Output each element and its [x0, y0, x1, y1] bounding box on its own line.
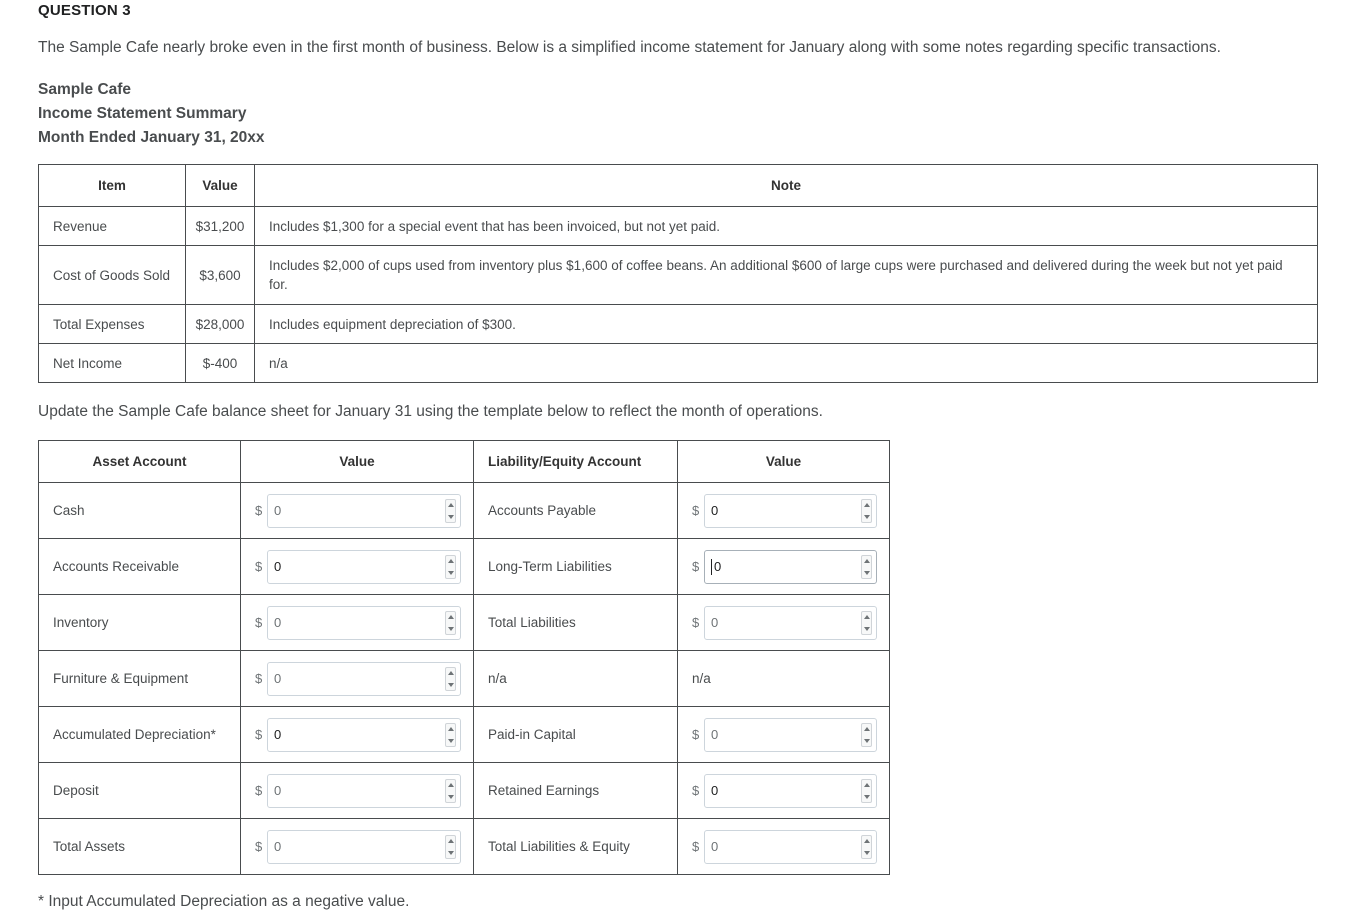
number-spinner[interactable] — [861, 555, 872, 579]
income-value: $31,200 — [186, 207, 255, 246]
dollar-sign: $ — [692, 615, 700, 630]
dollar-sign: $ — [255, 783, 263, 798]
asset-value-cell — [241, 819, 474, 875]
balance-row — [39, 595, 890, 651]
input-value: 0 — [711, 727, 719, 742]
balance-sheet-table — [38, 440, 890, 875]
dollar-sign: $ — [692, 783, 700, 798]
income-note: Includes $2,000 of cups used from inventory plus $1,600 of coffee beans. An additional $600 of large cups were purchased and delivered during the week but not yet paid for. — [255, 246, 1318, 305]
dollar-sign: $ — [692, 503, 700, 518]
furniture-equipment-field — [255, 661, 461, 697]
income-row-expenses — [39, 305, 1318, 344]
accounts-receivable-input[interactable] — [267, 550, 461, 584]
asset-value-cell — [241, 539, 474, 595]
header-item: Item — [39, 165, 186, 207]
spin-up-icon[interactable] — [864, 615, 870, 619]
liability-account-label: Total Liabilities & Equity — [474, 819, 678, 875]
deposit-field — [255, 773, 461, 809]
dollar-sign: $ — [255, 615, 263, 630]
company-name: Sample Cafe — [38, 81, 132, 98]
retained-earnings-field — [692, 773, 877, 809]
income-value: $-400 — [186, 344, 255, 383]
statement-period: Month Ended January 31, 20xx — [38, 129, 265, 146]
accounts-receivable-field — [255, 549, 461, 585]
input-value: 0 — [274, 839, 282, 854]
header-note: Note — [255, 165, 1318, 207]
spin-up-icon[interactable] — [864, 839, 870, 843]
input-value: 0 — [711, 783, 719, 798]
long-term-liabilities-field — [692, 549, 877, 585]
na-value: n/a — [692, 671, 711, 686]
number-spinner[interactable] — [861, 835, 872, 859]
input-value: 0 — [274, 559, 282, 574]
balance-row — [39, 539, 890, 595]
spin-up-icon[interactable] — [864, 503, 870, 507]
liability-value-cell — [678, 819, 890, 875]
deposit-input[interactable] — [267, 774, 461, 808]
paid-in-capital-field — [692, 717, 877, 753]
income-note: Includes equipment depreciation of $300. — [255, 305, 1318, 344]
dollar-sign: $ — [692, 727, 700, 742]
spin-down-icon[interactable] — [448, 627, 454, 631]
asset-value-cell — [241, 595, 474, 651]
income-statement-table — [38, 164, 1318, 383]
income-header-row — [39, 165, 1318, 207]
furniture-equipment-input[interactable] — [267, 662, 461, 696]
balance-row — [39, 707, 890, 763]
balance-row — [39, 763, 890, 819]
input-value: 0 — [711, 615, 719, 630]
retained-earnings-input[interactable] — [704, 774, 877, 808]
input-value: 0 — [274, 503, 282, 518]
spin-down-icon[interactable] — [448, 795, 454, 799]
header-liability-value: Value — [678, 441, 890, 483]
long-term-liabilities-input[interactable] — [704, 550, 877, 584]
liability-account-label: Total Liabilities — [474, 595, 678, 651]
balance-header-row — [39, 441, 890, 483]
accounts-payable-input[interactable] — [704, 494, 877, 528]
input-value: 0 — [711, 839, 719, 854]
spin-down-icon[interactable] — [864, 795, 870, 799]
number-spinner[interactable] — [861, 723, 872, 747]
income-value: $28,000 — [186, 305, 255, 344]
liability-value-cell — [678, 483, 890, 539]
income-row-net-income — [39, 344, 1318, 383]
number-spinner[interactable] — [861, 611, 872, 635]
dollar-sign: $ — [692, 559, 700, 574]
liability-value-cell — [678, 651, 890, 707]
income-row-revenue — [39, 207, 1318, 246]
header-asset-value: Value — [241, 441, 474, 483]
number-spinner[interactable] — [861, 499, 872, 523]
dollar-sign: $ — [255, 503, 263, 518]
number-spinner[interactable] — [445, 555, 456, 579]
total-liabilities-equity-field — [692, 829, 877, 865]
total-liabilities-field — [692, 605, 877, 641]
total-assets-input[interactable] — [267, 830, 461, 864]
liability-account-label: Paid-in Capital — [474, 707, 678, 763]
number-spinner[interactable] — [445, 499, 456, 523]
accumulated-depreciation-field — [255, 717, 461, 753]
paid-in-capital-input[interactable] — [704, 718, 877, 752]
input-value: 0 — [274, 615, 282, 630]
income-item: Revenue — [39, 207, 186, 246]
income-value: $3,600 — [186, 246, 255, 305]
number-spinner[interactable] — [445, 611, 456, 635]
asset-value-cell — [241, 483, 474, 539]
total-assets-field — [255, 829, 461, 865]
asset-value-cell — [241, 763, 474, 819]
statement-title: Income Statement Summary — [38, 105, 247, 122]
inventory-field — [255, 605, 461, 641]
header-liability-account: Liability/Equity Account — [474, 441, 678, 483]
spin-down-icon[interactable] — [864, 739, 870, 743]
income-item: Cost of Goods Sold — [39, 246, 186, 305]
spin-down-icon[interactable] — [448, 515, 454, 519]
asset-account-label: Cash — [39, 483, 241, 539]
spin-down-icon[interactable] — [448, 739, 454, 743]
dollar-sign: $ — [255, 839, 263, 854]
liability-value-cell — [678, 595, 890, 651]
liability-value-cell — [678, 539, 890, 595]
liability-account-label: n/a — [474, 651, 678, 707]
cash-field — [255, 493, 461, 529]
header-asset-account: Asset Account — [39, 441, 241, 483]
spin-down-icon[interactable] — [864, 515, 870, 519]
question-title: QUESTION 3 — [38, 2, 131, 19]
dollar-sign: $ — [255, 559, 263, 574]
income-item: Total Expenses — [39, 305, 186, 344]
input-value: 0 — [274, 783, 282, 798]
question-intro: The Sample Cafe nearly broke even in the first month of business. Below is a simplified income statement for January along with some notes regarding specific transactions. — [38, 39, 1221, 56]
liability-account-label: Long-Term Liabilities — [474, 539, 678, 595]
balance-row — [39, 483, 890, 539]
spin-down-icon[interactable] — [864, 571, 870, 575]
update-instruction: Update the Sample Cafe balance sheet for January 31 using the template below to reflect the month of operations. — [38, 403, 823, 420]
number-spinner[interactable] — [445, 779, 456, 803]
spin-up-icon[interactable] — [864, 727, 870, 731]
income-item: Net Income — [39, 344, 186, 383]
asset-account-label: Total Assets — [39, 819, 241, 875]
spin-down-icon[interactable] — [864, 851, 870, 855]
spin-up-icon[interactable] — [448, 559, 454, 563]
total-liabilities-equity-input[interactable] — [704, 830, 877, 864]
accounts-payable-field — [692, 493, 877, 529]
footnote: * Input Accumulated Depreciation as a negative value. — [38, 893, 410, 910]
income-note: n/a — [255, 344, 1318, 383]
liability-value-cell — [678, 763, 890, 819]
asset-account-label: Furniture & Equipment — [39, 651, 241, 707]
text-caret — [711, 559, 712, 575]
asset-account-label: Accumulated Depreciation* — [39, 707, 241, 763]
spin-down-icon[interactable] — [448, 851, 454, 855]
input-value: 0 — [711, 503, 719, 518]
dollar-sign: $ — [692, 839, 700, 854]
cash-input[interactable] — [267, 494, 461, 528]
balance-row — [39, 819, 890, 875]
accumulated-depreciation-input[interactable] — [267, 718, 461, 752]
dollar-sign: $ — [255, 671, 263, 686]
balance-row — [39, 651, 890, 707]
spin-up-icon[interactable] — [448, 615, 454, 619]
liability-value-cell — [678, 707, 890, 763]
liability-account-label: Accounts Payable — [474, 483, 678, 539]
number-spinner[interactable] — [445, 667, 456, 691]
statement-header — [38, 78, 265, 150]
income-row-cogs — [39, 246, 1318, 305]
header-value: Value — [186, 165, 255, 207]
asset-account-label: Accounts Receivable — [39, 539, 241, 595]
spin-up-icon[interactable] — [448, 783, 454, 787]
liability-account-label: Retained Earnings — [474, 763, 678, 819]
number-spinner[interactable] — [861, 779, 872, 803]
asset-value-cell — [241, 707, 474, 763]
spin-up-icon[interactable] — [864, 559, 870, 563]
asset-account-label: Inventory — [39, 595, 241, 651]
input-value: 0 — [714, 559, 722, 574]
number-spinner[interactable] — [445, 835, 456, 859]
spin-up-icon[interactable] — [448, 503, 454, 507]
dollar-sign: $ — [255, 727, 263, 742]
input-value: 0 — [274, 727, 282, 742]
inventory-input[interactable] — [267, 606, 461, 640]
input-value: 0 — [274, 671, 282, 686]
number-spinner[interactable] — [445, 723, 456, 747]
spin-up-icon[interactable] — [864, 783, 870, 787]
spin-down-icon[interactable] — [448, 683, 454, 687]
spin-down-icon[interactable] — [864, 627, 870, 631]
asset-account-label: Deposit — [39, 763, 241, 819]
spin-up-icon[interactable] — [448, 671, 454, 675]
income-note: Includes $1,300 for a special event that has been invoiced, but not yet paid. — [255, 207, 1318, 246]
spin-up-icon[interactable] — [448, 727, 454, 731]
spin-up-icon[interactable] — [448, 839, 454, 843]
spin-down-icon[interactable] — [448, 571, 454, 575]
asset-value-cell — [241, 651, 474, 707]
total-liabilities-input[interactable] — [704, 606, 877, 640]
